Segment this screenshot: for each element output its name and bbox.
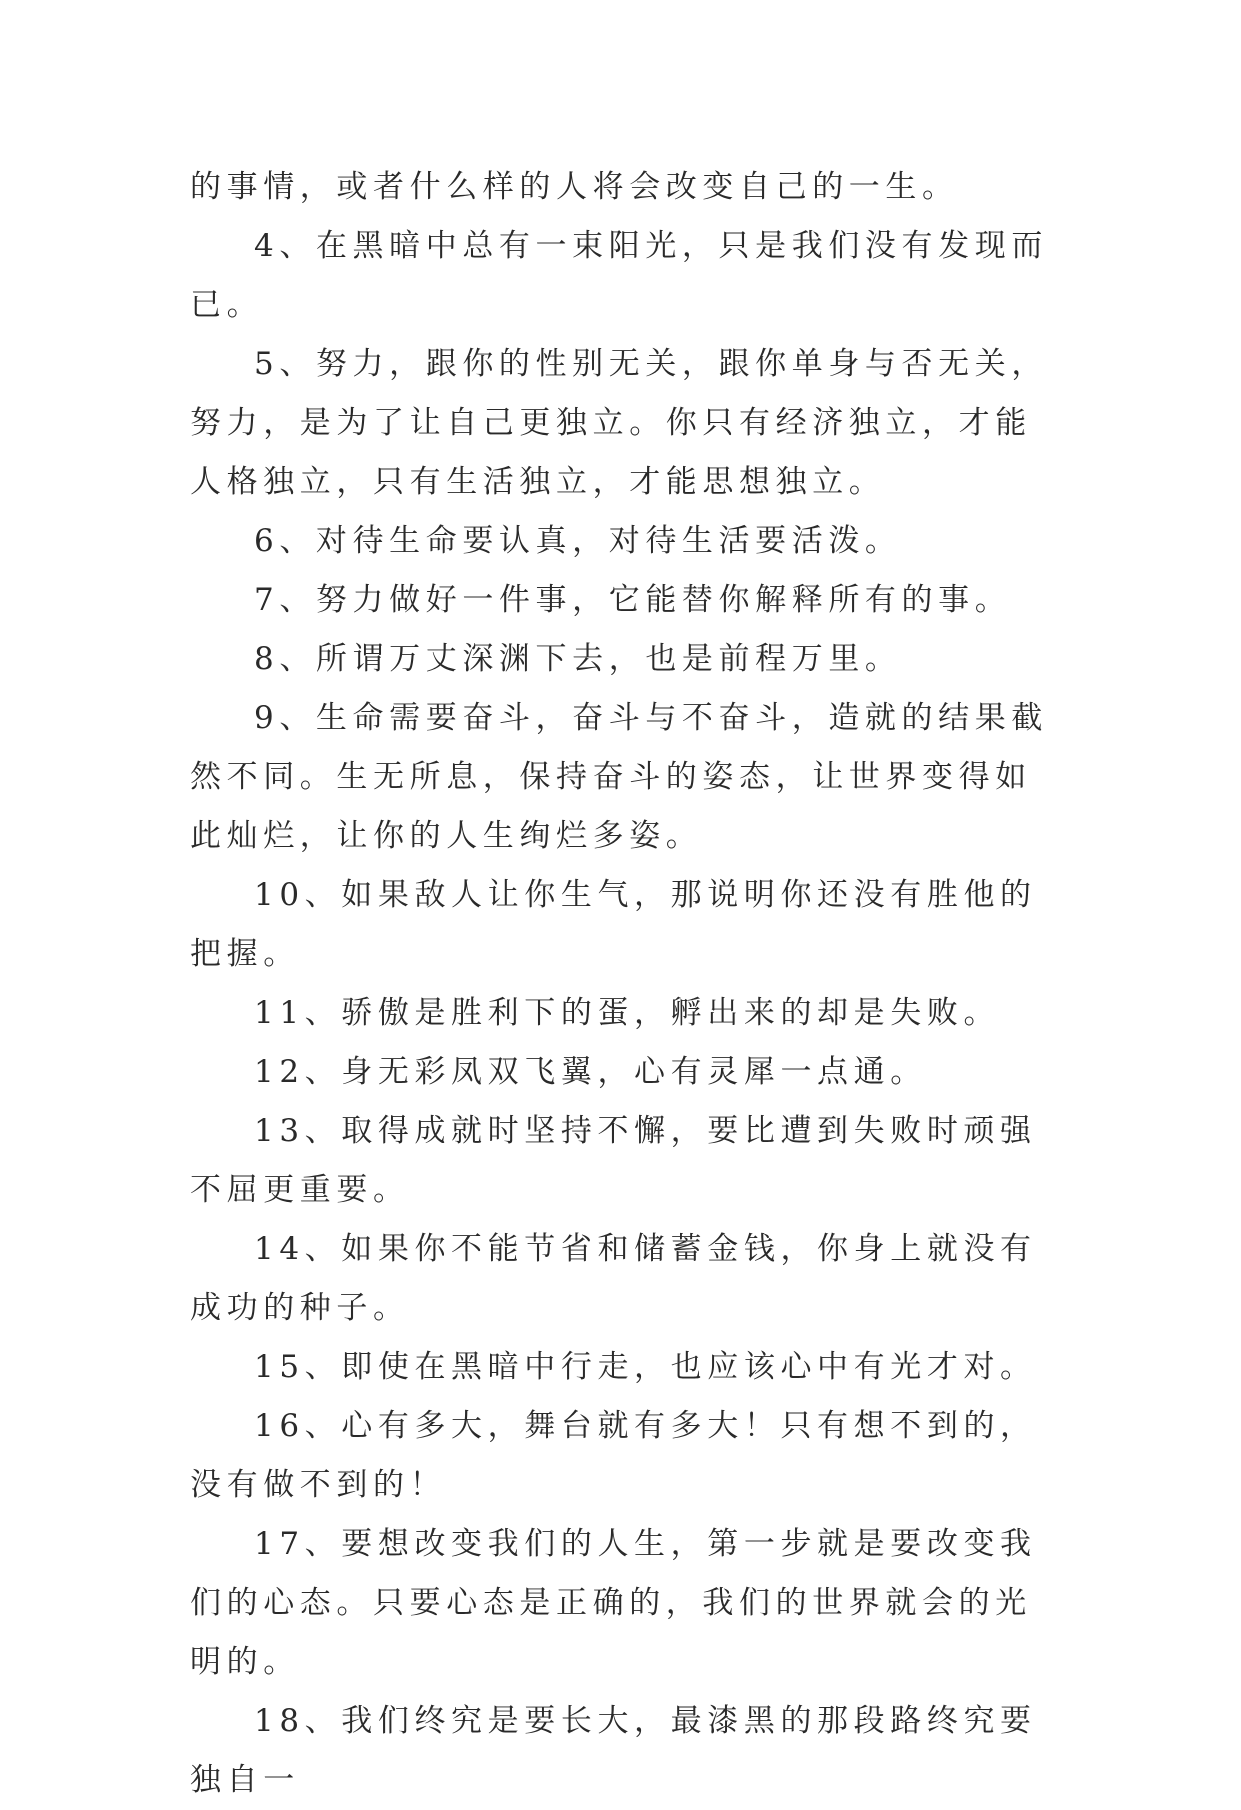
paragraph-item-10: 10、如果敌人让你生气，那说明你还没有胜他的把握。 bbox=[190, 877, 1037, 972]
paragraph-item-17: 17、要想改变我们的人生，第一步就是要改变我们的心态。只要心态是正确的，我们的世界就会的光明的。 bbox=[190, 1526, 1037, 1680]
paragraph-item-7: 7、努力做好一件事，它能替你解释所有的事。 bbox=[254, 582, 1012, 618]
paragraph-item-5: 5、努力，跟你的性别无关，跟你单身与否无关，努力，是为了让自己更独立。你只有经济独立，才能人格独立，只有生活独立，才能思想独立。 bbox=[190, 346, 1048, 500]
paragraph-item-4: 4、在黑暗中总有一束阳光，只是我们没有发现而已。 bbox=[190, 228, 1048, 323]
paragraph-item-8: 8、所谓万丈深渊下去，也是前程万里。 bbox=[254, 641, 902, 677]
paragraph-item-9: 9、生命需要奋斗，奋斗与不奋斗，造就的结果截然不同。生无所息，保持奋斗的姿态，让世界变得如此灿烂，让你的人生绚烂多姿。 bbox=[190, 700, 1048, 854]
paragraph-item-12: 12、身无彩凤双飞翼，心有灵犀一点通。 bbox=[254, 1054, 927, 1090]
paragraph-item-16: 16、心有多大，舞台就有多大！只有想不到的，没有做不到的！ bbox=[190, 1408, 1037, 1503]
paragraph-item-6: 6、对待生命要认真，对待生活要活泼。 bbox=[254, 523, 902, 559]
paragraph-item-11: 11、骄傲是胜利下的蛋，孵出来的却是失败。 bbox=[254, 995, 1001, 1031]
paragraph-item-13: 13、取得成就时坚持不懈，要比遭到失败时顽强不屈更重要。 bbox=[190, 1113, 1037, 1208]
document-body bbox=[190, 158, 1050, 1810]
paragraph-item-14: 14、如果你不能节省和储蓄金钱，你身上就没有成功的种子。 bbox=[190, 1231, 1037, 1326]
paragraph-item-15: 15、即使在黑暗中行走，也应该心中有光才对。 bbox=[254, 1349, 1037, 1385]
paragraph-item-18: 18、我们终究是要长大，最漆黑的那段路终究要独自一 bbox=[190, 1703, 1037, 1798]
paragraph-continuation: 的事情，或者什么样的人将会改变自己的一生。 bbox=[190, 169, 959, 205]
